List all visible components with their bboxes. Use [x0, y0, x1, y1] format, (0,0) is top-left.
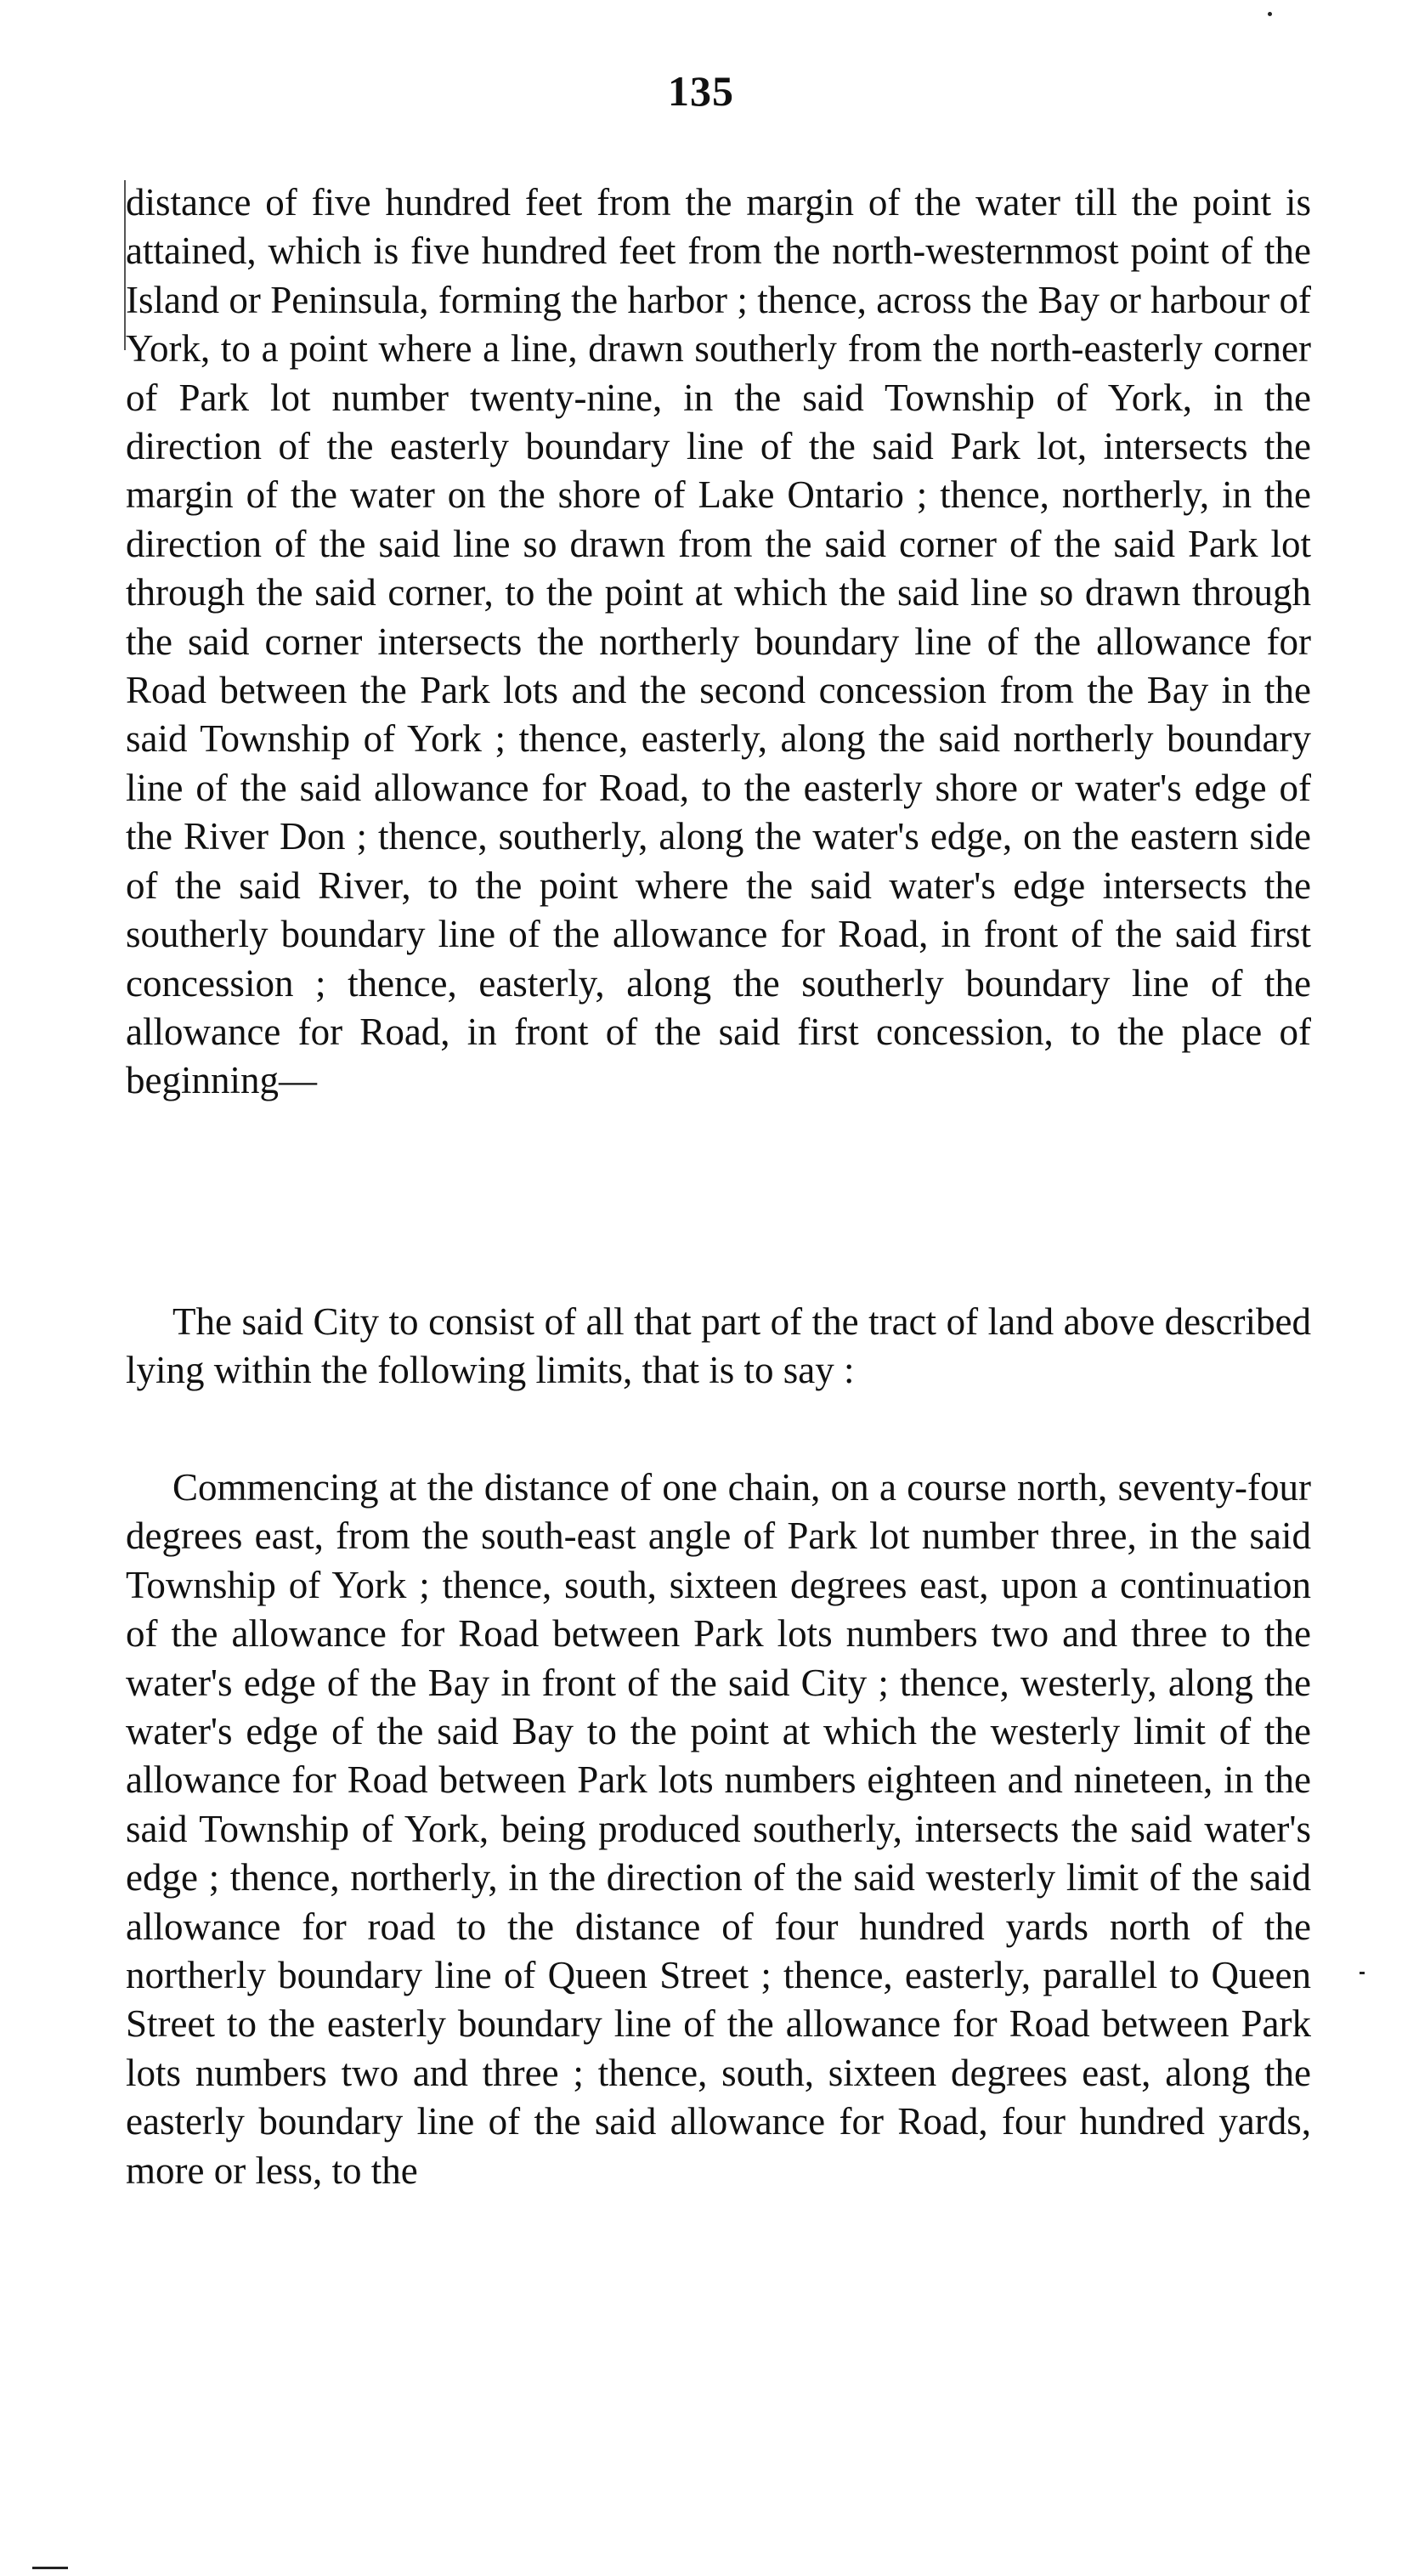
stray-dash-mark — [1360, 1972, 1365, 1974]
page-number: 135 — [668, 67, 734, 115]
stray-dot-mark — [1268, 12, 1272, 16]
paragraph-boundary-description: distance of five hundred feet from the margin of the water till the point is attained, which is five hundred feet from the north-westernmost point of the Island or Peninsula, forming the harbor ; thence, across the Bay or harbour of York, to a point where a line, drawn southerly from the north-easterly corner of Park lot number twenty-nine, in the said Township of York, in the direction of the easterly boundary line of the said Park lot, intersects the margin of the water on the shore of Lake Ontario ; thence, northerly, in the direction of the said line so drawn from the said corner of the said Park lot through the said corner, to the point at which the said line so drawn through the said corner intersects the northerly boundary line of the allowance for Road between the Park lots and the second concession from the Bay in the said Township of York ; thence, easterly, along the said northerly boundary line of the said allowance for Road, to the easterly shore or water's edge of the River Don ; thence, southerly, along the water's edge, on the eastern side of the said River, to the point where the said water's edge intersects the southerly boundary line of the allowance for Road, in front of the said first concession ; thence, easterly, along the southerly boundary line of the allowance for Road, in front of the said first concession, to the place of beginning— — [126, 181, 1311, 1102]
bottom-edge-mark — [32, 2567, 68, 2569]
paragraph-city-limits-intro: The said City to consist of all that part of the tract of land above described lying within the following limits, that is to say : — [126, 1300, 1311, 1392]
paragraph-commencing-description: Commencing at the distance of one chain, on a course north, seventy-four degrees east, from the south-east angle of Park lot number three, in the said Township of York ; thence, south, sixteen degrees east, upon a continuation of the allowance for Road between Park lots numbers two and three to the water's edge of the Bay in front of the said City ; thence, westerly, along the water's edge of the said Bay to the point at which the westerly limit of the allowance for Road between Park lots numbers eighteen and nineteen, in the said Township of York, being produced southerly, intersects the said water's edge ; thence, northerly, in the direction of the said westerly limit of the said allowance for road to the distance of four hundred yards north of the northerly boundary line of Queen Street ; thence, easterly, parallel to Queen Street to the easterly boundary line of the allowance for Road between Park lots numbers two and three ; thence, south, sixteen degrees east, along the easterly boundary line of the said allowance for Road, four hundred yards, more or less, to the — [126, 1466, 1311, 2192]
